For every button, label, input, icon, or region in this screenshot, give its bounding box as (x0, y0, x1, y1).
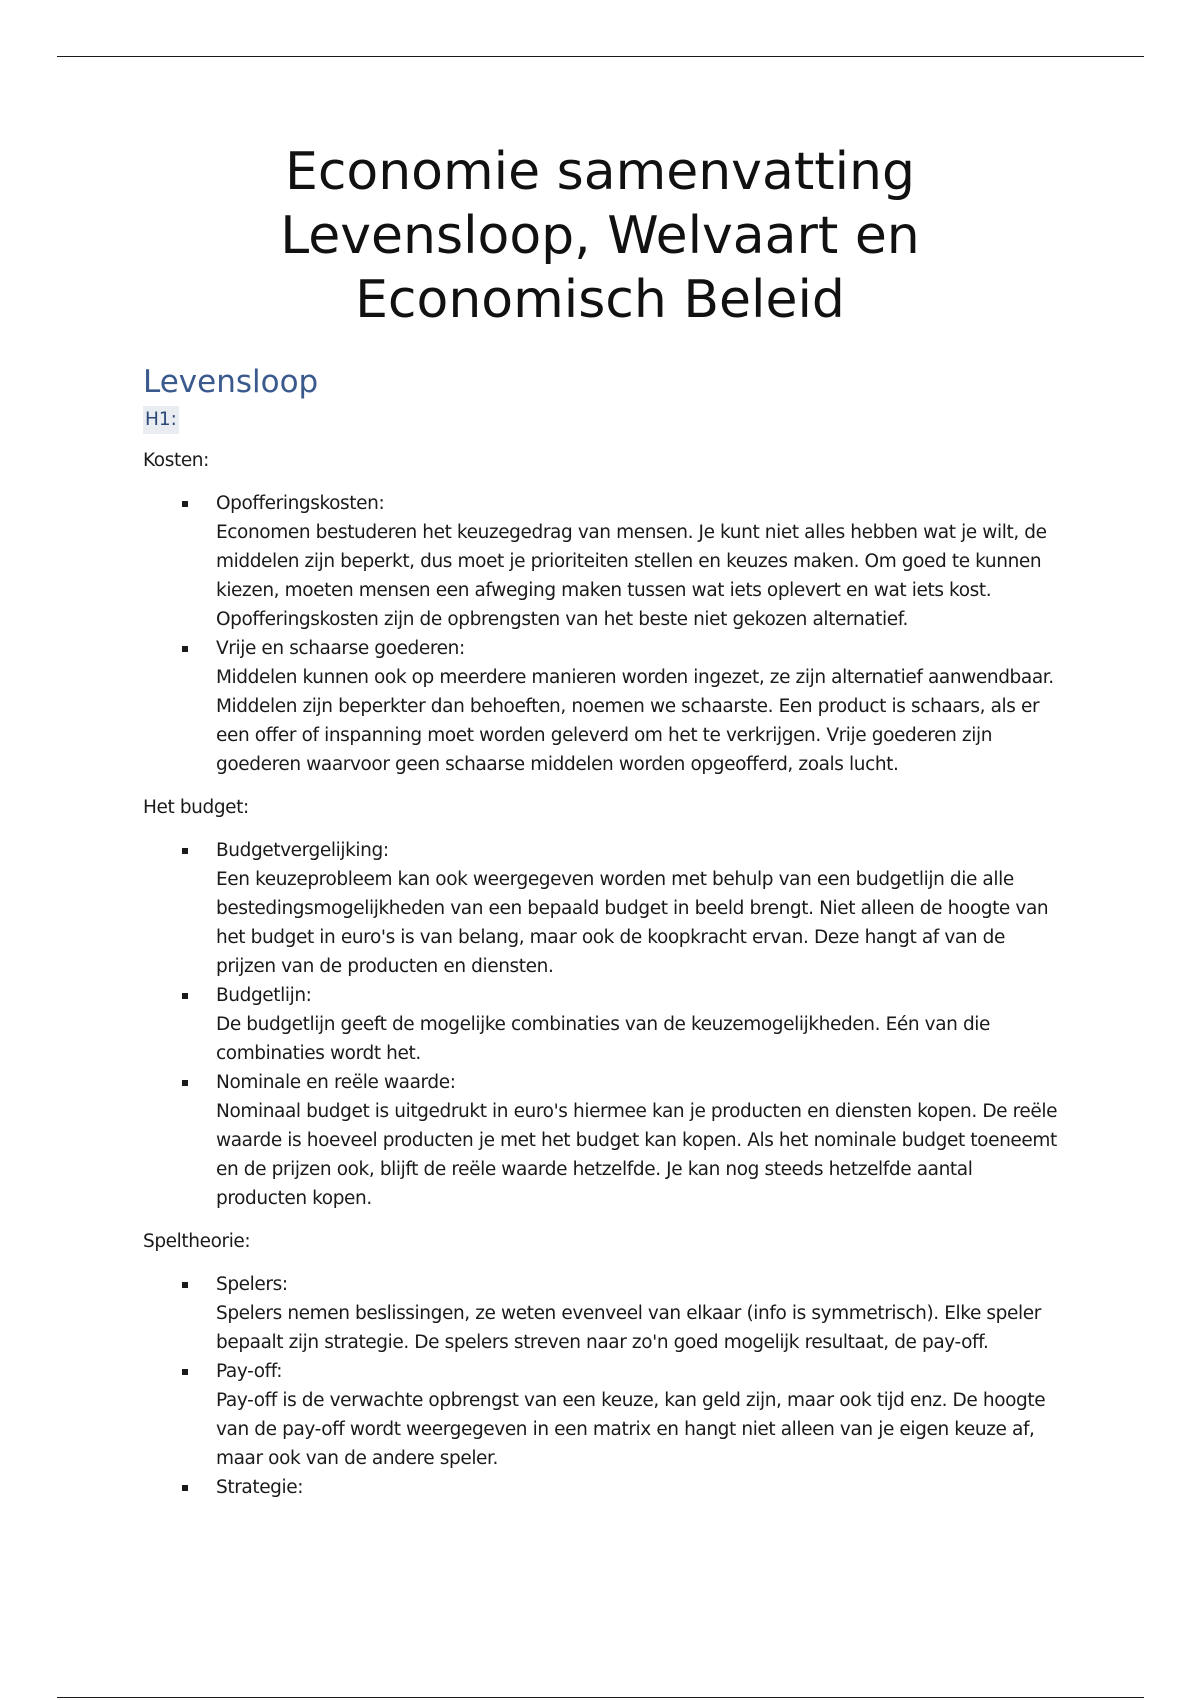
item-body: De budgetlijn geeft de mogelijke combinaties van de keuzemogelijkheden. Eén van die combinaties wordt het. (216, 1014, 991, 1064)
list-item (143, 1473, 1063, 1502)
bullet-icon (182, 1485, 188, 1491)
list-item (143, 981, 1063, 1068)
top-rule (57, 56, 1144, 57)
list-item (143, 836, 1063, 981)
list-item (143, 1068, 1063, 1213)
bullet-icon (182, 848, 188, 854)
list-item (143, 1357, 1063, 1473)
item-title: Vrije en schaarse goederen: (216, 638, 465, 659)
bullet-icon (182, 1282, 188, 1288)
chapter-heading: H1: (143, 406, 179, 434)
document-body (143, 358, 1063, 1516)
item-body: Pay-off is de verwachte opbrengst van een keuze, kan geld zijn, maar ook tijd enz. De hoogte van de pay-off wordt weergegeven in een matrix en hangt niet alleen van je eigen keuze af, maar ook van de andere speler. (216, 1390, 1046, 1469)
group-heading-speltheorie: Speltheorie: (143, 1231, 251, 1252)
bullet-list-kosten (143, 489, 1063, 779)
item-body: Middelen kunnen ook op meerdere manieren worden ingezet, ze zijn alternatief aanwendbaar. Middelen zijn beperkter dan behoeften, noemen we schaarste. Een product is schaars, als er een offer of inspanning moet worden geleverd om het te verkrijgen. Vrije goederen zijn goederen waarvoor geen schaarse middelen worden opgeofferd, zoals lucht. (216, 667, 1054, 775)
bullet-icon (182, 993, 188, 999)
group-heading-kosten: Kosten: (143, 450, 209, 471)
item-title: Spelers: (216, 1274, 288, 1295)
item-body: Spelers nemen beslissingen, ze weten evenveel van elkaar (info is symmetrisch). Elke speler bepaalt zijn strategie. De spelers streven naar zo'n goed mogelijk resultaat, de pay-off. (216, 1303, 1041, 1353)
item-title: Budgetlijn: (216, 985, 312, 1006)
group-heading-budget: Het budget: (143, 797, 249, 818)
section-heading: Levensloop (143, 364, 319, 400)
bullet-list-budget (143, 836, 1063, 1213)
list-item (143, 489, 1063, 634)
item-body: Een keuzeprobleem kan ook weergegeven worden met behulp van een budgetlijn die alle bestedingsmogelijkheden van een bepaald budget in beeld brengt. Niet alleen de hoogte van het budget in euro's is van belang, maar ook de koopkracht ervan. Deze hangt af van de prijzen van de producten en diensten. (216, 869, 1049, 977)
item-title: Budgetvergelijking: (216, 840, 389, 861)
item-title: Opofferingskosten: (216, 493, 385, 514)
document-title (150, 140, 1050, 332)
bullet-icon (182, 1369, 188, 1375)
list-item (143, 634, 1063, 779)
item-body: Nominaal budget is uitgedrukt in euro's hiermee kan je producten en diensten kopen. De reële waarde is hoeveel producten je met het budget kan kopen. Als het nominale budget toeneemt en de prijzen ook, blijft de reële waarde hetzelfde. Je kan nog steeds hetzelfde aantal producten kopen. (216, 1101, 1058, 1209)
bullet-icon (182, 501, 188, 507)
list-item (143, 1270, 1063, 1357)
bullet-list-speltheorie (143, 1270, 1063, 1502)
item-body: Economen bestuderen het keuzegedrag van mensen. Je kunt niet alles hebben wat je wilt, de middelen zijn beperkt, dus moet je prioriteiten stellen en keuzes maken. Om goed te kunnen kiezen, moeten mensen een afweging maken tussen wat iets oplevert en wat iets kost. Opofferingskosten zijn de opbrengsten van het beste niet gekozen alternatief. (216, 522, 1047, 630)
title-line-3: Economisch Beleid (355, 270, 845, 330)
bullet-icon (182, 646, 188, 652)
bullet-icon (182, 1080, 188, 1086)
title-line-2: Levensloop, Welvaart en (280, 206, 920, 266)
item-title: Nominale en reële waarde: (216, 1072, 456, 1093)
item-title: Strategie: (216, 1477, 304, 1498)
bottom-rule (57, 1697, 1144, 1698)
title-line-1: Economie samenvatting (284, 142, 916, 202)
item-title: Pay-off: (216, 1361, 283, 1382)
